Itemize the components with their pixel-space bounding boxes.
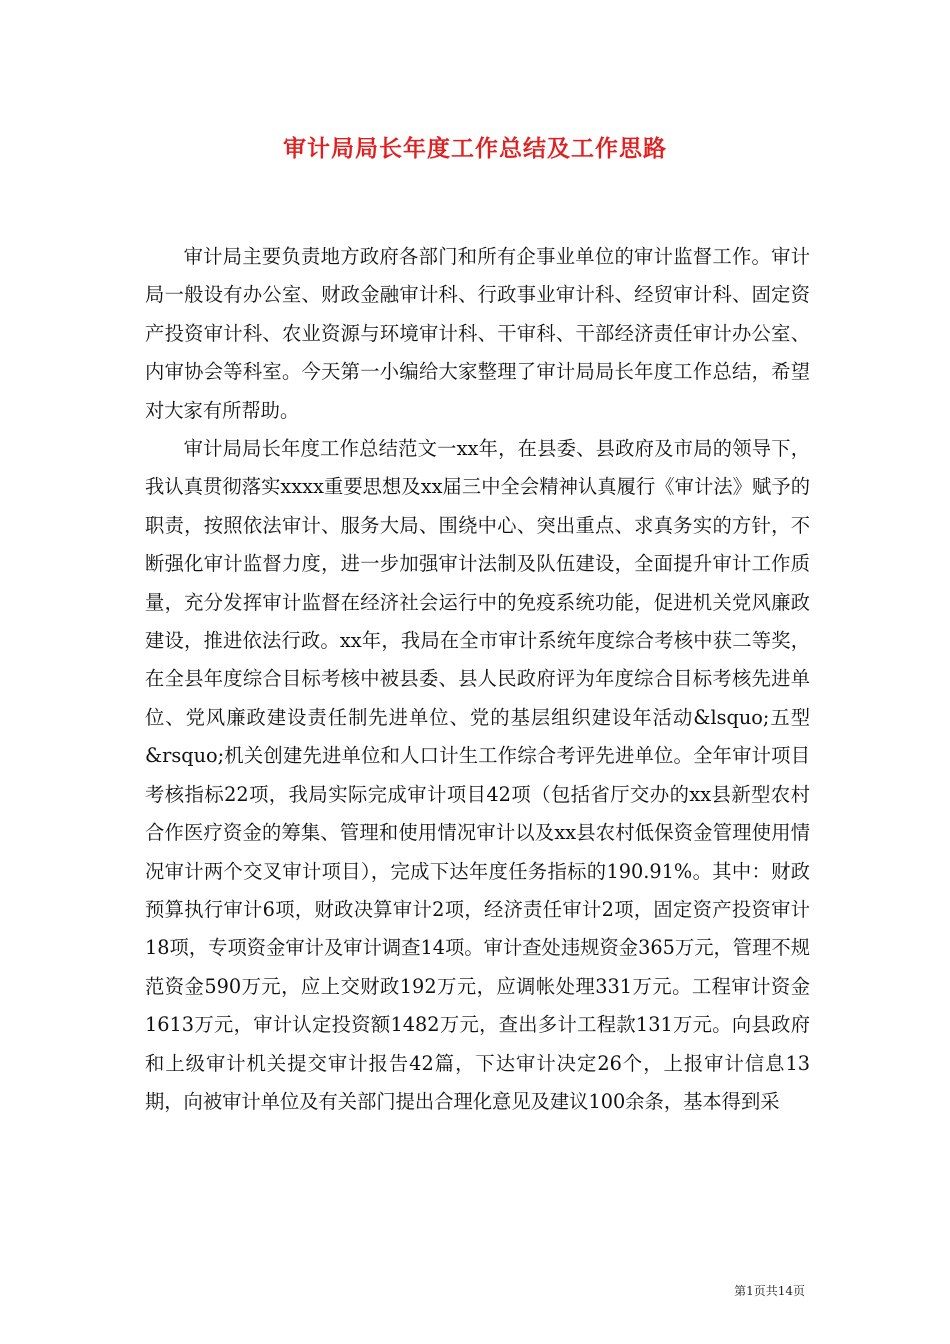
document-title: 审计局局长年度工作总结及工作思路 [283,135,667,162]
paragraph-summary: 审计局局长年度工作总结范文一xx年，在县委、县政府及市局的领导下，我认真贯彻落实xxxx重要思想及xx届三中全会精神认真履行《审计法》赋予的职责，按照依法审计、服务大局、围绕中心、突出重点、求真务实的方针，不断强化审计监督力度，进一步加强审计法制及队伍建设，全面提升审计工作质量，充分发挥审计监督在经济社会运行中的免疫系统功能，促进机关党风廉政建设，推进依法行政。xx年，我局在全市审计系统年度综合考核中获二等奖，在全县年度综合目标考核中被县委、县人民政府评为年度综合目标考核先进单位、党风廉政建设责任制先进单位、党的基层组织建设年活动&lsquo;五型&rsquo;机关创建先进单位和人口计生工作综合考评先进单位。全年审计项目考核指标22项，我局实际完成审计项目42项（包括省厅交办的xx县新型农村合作医疗资金的筹集、管理和使用情况审计以及xx县农村低保资金管理使用情况审计两个交叉审计项目），完成下达年度任务指标的190.91%。其中：财政预算执行审计6项，财政决算审计2项，经济责任审计2项，固定资产投资审计18项，专项资金审计及审计调查14项。审计查处违规资金365万元，管理不规范资金590万元，应上交财政192万元，应调帐处理331万元。工程审计资金1613万元，审计认定投资额1482万元，查出多计工程款131万元。向县政府和上级审计机关提交审计报告42篇，下达审计决定26个，上报审计信息13期，向被审计单位及有关部门提出合理化意见及建议100余条，基本得到采 [145,437,810,1113]
paragraph-intro: 审计局主要负责地方政府各部门和所有企事业单位的审计监督工作。审计局一般设有办公室、财政金融审计科、行政事业审计科、经贸审计科、固定资产投资审计科、农业资源与环境审计科、干审科、干部经济责任审计办公室、内审协会等科室。今天第一小编给大家整理了审计局局长年度工作总结，希望对大家有所帮助。 [145,245,810,422]
page-number: 第1页共14页 [734,1284,805,1298]
document-body [145,238,810,1121]
